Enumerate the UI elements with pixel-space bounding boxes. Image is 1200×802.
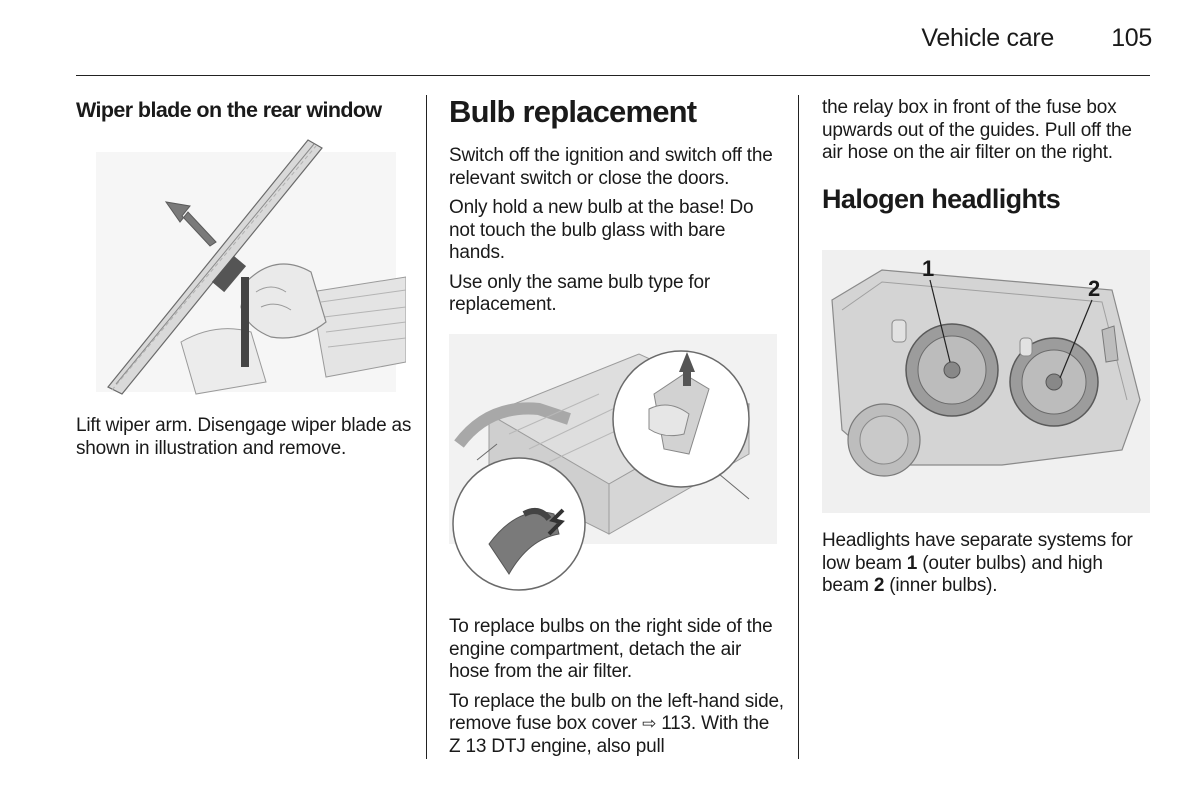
bulb-paragraph-5-part2: . With the Z 13 DTJ engine, also pull [449,713,770,757]
column-divider-right [798,95,799,759]
wiper-blade-illustration [76,132,406,400]
halogen-headlights-heading: Halogen headlights [822,183,1061,214]
column-1 [76,97,414,123]
callout-1-label: 1 [922,256,935,281]
headlights-paragraph [822,530,1152,598]
headlights-text-e: (inner bulbs). [884,575,998,596]
relay-box-paragraph: the relay box in front of the fuse box upwards out of the guides. Pull off the air hose on the air filter on the right. [822,97,1132,163]
reference-arrow-icon: ⇨ [642,714,657,733]
running-header-section: Vehicle care [921,24,1054,52]
headlights-text-a: Headlights have separate systems for low beam [822,530,1133,574]
headlights-text-c: (outer bulbs) and high beam [822,552,1103,596]
wiper-instructions: Lift wiper arm. Disengage wiper blade as shown in illustration and remove. [76,415,412,459]
column-2-lower [449,616,784,765]
engine-compartment-illustration [449,334,777,596]
wiper-section-heading: Wiper blade on the rear window [76,98,382,122]
column-1-text [76,415,414,467]
column-3 [822,97,1152,215]
bulb-replacement-heading: Bulb replacement [449,94,697,129]
column-divider-left [426,95,427,759]
bulb-paragraph-3: Use only the same bulb type for replacement. [449,271,710,315]
column-3-lower [822,530,1152,605]
page-number: 105 [1111,24,1152,52]
column-2 [449,94,784,324]
bulb-paragraph-2: Only hold a new bulb at the base! Do not touch the bulb glass with bare hands. [449,197,754,263]
bulb-paragraph-5-part1: To replace the bulb on the left-hand side, remove fuse box cover [449,690,784,734]
high-beam-number: 2 [873,575,885,596]
bulb-paragraph-4: To replace bulbs on the right side of the engine compartment, detach the air hose from the air filter. [449,616,773,682]
bulb-paragraph-1: Switch off the ignition and switch off the relevant switch or close the doors. [449,145,773,189]
header-rule [76,75,1150,76]
low-beam-number: 1 [906,552,918,574]
reference-page[interactable]: 113 [661,713,691,734]
callout-2-label: 2 [1088,276,1101,301]
headlight-assembly-illustration [822,250,1150,513]
bulb-paragraph-5 [449,691,784,759]
